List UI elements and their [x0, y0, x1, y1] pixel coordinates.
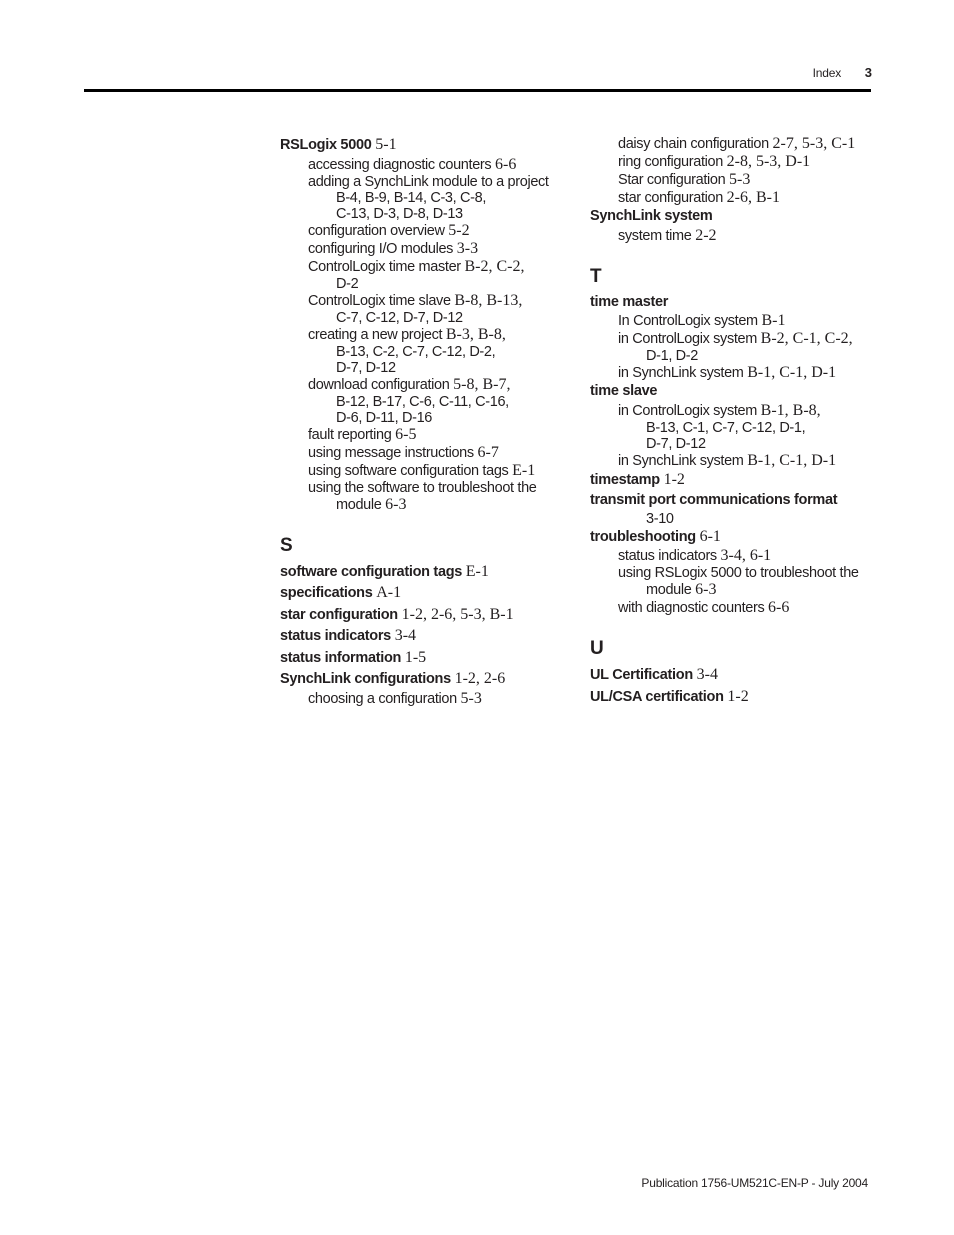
page-refs: 6-5	[395, 425, 417, 443]
index-subentry	[280, 292, 570, 310]
index-subentry	[590, 171, 880, 189]
index-entry	[280, 626, 570, 647]
index-entry	[280, 605, 570, 626]
page-refs: B-1	[761, 312, 786, 329]
index-term: troubleshooting	[590, 528, 696, 545]
page-refs: E-1	[465, 562, 489, 580]
subentry-text: adding a SynchLink module to a project	[308, 173, 549, 190]
index-subentry	[590, 135, 880, 153]
subentry-continuation	[280, 496, 570, 514]
index-letter-heading-s: S	[280, 534, 293, 556]
subentry-text: using RSLogix 5000 to troubleshoot the	[618, 565, 859, 581]
page-refs-continuation: C-13, D-3, D-8, D-13	[336, 205, 463, 222]
index-subentry	[590, 312, 880, 330]
page-refs-continuation: D-7, D-12	[336, 359, 396, 376]
index-term: status indicators	[280, 628, 391, 644]
index-subentry	[590, 599, 880, 617]
page-refs: 5-3	[729, 171, 751, 188]
index-subentry	[590, 189, 880, 207]
index-letter-heading-u: U	[590, 638, 604, 659]
subentry-text: choosing a configuration	[308, 690, 457, 707]
subentry-continuation	[590, 581, 880, 599]
index-subentry	[280, 174, 570, 190]
page-refs: 1-2, 2-6	[454, 670, 506, 687]
index-term: time slave	[590, 383, 658, 399]
index-term: UL Certification	[590, 667, 693, 683]
page-refs: 6-3	[695, 581, 717, 598]
page-refs: 6-6	[494, 155, 517, 173]
subentry-text: fault reporting	[308, 426, 392, 443]
subentry-text: module	[336, 496, 382, 513]
index-subentry	[280, 690, 570, 708]
index-entry	[280, 562, 570, 583]
subentry-text: using the software to troubleshoot the	[308, 479, 537, 496]
subentry-text: using message instructions	[308, 444, 474, 461]
subentry-text: configuring I/O modules	[308, 240, 454, 257]
page-refs: B-1, C-1, D-1	[747, 451, 837, 469]
index-subentry	[280, 444, 570, 462]
index-subentry	[590, 452, 880, 470]
page-refs: 3-4	[394, 627, 417, 644]
page-refs: 3-4, 6-1	[720, 547, 772, 564]
page-refs-continuation: D-6, D-11, D-16	[336, 409, 433, 426]
page-refs: 5-1	[375, 136, 397, 153]
index-term: software configuration tags	[280, 563, 463, 580]
index-entry	[590, 527, 880, 548]
index-subentry	[590, 227, 880, 245]
page-refs: B-8, B-13,	[454, 291, 523, 309]
index-subentry	[280, 480, 570, 496]
index-term: transmit port communications format	[590, 492, 838, 508]
subentry-text: with diagnostic counters	[618, 600, 765, 616]
index-subentry	[280, 376, 570, 394]
subentry-text: star configuration	[618, 190, 723, 206]
page-refs: 3-3	[456, 239, 479, 257]
subentry-text: in ControlLogix system	[618, 331, 757, 347]
index-term: RSLogix 5000	[280, 137, 372, 153]
subentry-text: system time	[618, 227, 692, 244]
header-rule	[84, 89, 871, 92]
page-refs: 6-6	[768, 599, 790, 616]
index-term: SynchLink configurations	[280, 671, 451, 687]
subentry-text: creating a new project	[308, 326, 443, 343]
subentry-text: in ControlLogix system	[618, 402, 757, 419]
page-number: 3	[864, 65, 872, 80]
page-refs: 1-2, 2-6, 5-3, B-1	[401, 605, 514, 623]
page-refs-continuation: B-13, C-1, C-7, C-12, D-1,	[646, 419, 806, 436]
subentry-text: in SynchLink system	[618, 452, 744, 469]
page-refs: 2-2	[695, 226, 717, 244]
subentry-text: status indicators	[618, 548, 717, 564]
index-entry	[590, 470, 880, 491]
page-refs: E-1	[512, 461, 536, 479]
page-refs: 3-4	[696, 666, 718, 683]
index-term: time master	[590, 293, 669, 310]
page-refs: B-2, C-2,	[464, 257, 525, 275]
index-entry	[590, 293, 880, 313]
page-refs: 6-1	[699, 527, 721, 545]
index-entry	[590, 382, 880, 402]
page-refs: 1-2	[663, 470, 685, 488]
subentry-text: using software configuration tags	[308, 462, 509, 479]
page-refs: 5-2	[448, 221, 470, 239]
page-refs-continuation: 3-10	[646, 510, 674, 527]
page-refs-continuation: B-13, C-2, C-7, C-12, D-2,	[336, 343, 496, 360]
index-subentry	[590, 402, 880, 420]
index-subentry	[280, 426, 570, 444]
index-term: SynchLink system	[590, 208, 713, 224]
page-refs: 2-8, 5-3, D-1	[726, 153, 811, 170]
subentry-text: accessing diagnostic counters	[308, 156, 492, 173]
index-entry	[280, 669, 570, 690]
index-subentry	[590, 330, 880, 348]
index-subentry	[280, 240, 570, 258]
index-term: specifications	[280, 585, 373, 601]
subentry-text: ControlLogix time master	[308, 258, 461, 275]
page-refs: 5-8, B-7,	[453, 375, 511, 393]
page-refs: B-1, C-1, D-1	[747, 364, 837, 381]
page-refs: 1-2	[727, 687, 749, 705]
index-subentry	[280, 462, 570, 480]
index-entry	[280, 583, 570, 604]
subentry-text: download configuration	[308, 376, 450, 393]
page-refs-continuation: D-7, D-12	[646, 435, 706, 452]
index-column-right	[590, 135, 880, 707]
subentry-text: daisy chain configuration	[618, 136, 769, 152]
index-entry-rslogix	[280, 135, 570, 156]
subentry-text: configuration overview	[308, 222, 445, 239]
publication-footer: Publication 1756-UM521C-EN-P - July 2004	[641, 1176, 868, 1190]
page-refs: 6-3	[385, 495, 407, 513]
index-entry	[590, 207, 880, 227]
index-subentry	[280, 156, 570, 174]
index-term: star configuration	[280, 606, 398, 623]
page-refs: 2-7, 5-3, C-1	[772, 135, 856, 152]
subentry-text: In ControlLogix system	[618, 313, 758, 329]
page-refs-continuation: C-7, C-12, D-7, D-12	[336, 309, 463, 326]
index-entry	[590, 665, 880, 686]
index-subentry	[280, 258, 570, 276]
subentry-text: ControlLogix time slave	[308, 292, 451, 309]
subentry-text: Star configuration	[618, 172, 726, 188]
index-subentry	[590, 565, 880, 581]
page-refs-continuation: B-12, B-17, C-6, C-11, C-16,	[336, 393, 509, 410]
index-entry	[280, 648, 570, 669]
index-subentry	[590, 547, 880, 565]
index-subentry	[590, 364, 880, 382]
index-term: status information	[280, 649, 402, 666]
page-refs: B-3, B-8,	[445, 325, 506, 343]
page-refs: B-2, C-1, C-2,	[760, 330, 853, 347]
page-refs: 6-7	[477, 443, 499, 461]
subentry-text: module	[646, 582, 692, 598]
index-term: timestamp	[590, 471, 660, 488]
index-subentry	[280, 222, 570, 240]
page-refs: A-1	[376, 584, 402, 601]
running-header-title: Index	[812, 66, 841, 80]
index-subentry	[280, 326, 570, 344]
page-refs-continuation: B-4, B-9, B-14, C-3, C-8,	[336, 189, 486, 206]
page-refs-continuation: D-1, D-2	[646, 348, 698, 364]
page-refs: 5-3	[460, 689, 482, 707]
index-subentry	[590, 153, 880, 171]
subentry-text: ring configuration	[618, 154, 723, 170]
index-entry	[590, 687, 880, 708]
page-refs: 2-6, B-1	[726, 189, 780, 206]
index-column-left	[280, 135, 570, 708]
page-refs-continuation: D-2	[336, 275, 359, 292]
index-letter-heading-t: T	[590, 265, 602, 287]
page-refs: 1-5	[404, 648, 427, 666]
subentry-text: in SynchLink system	[618, 365, 744, 381]
index-entry	[590, 491, 880, 511]
page-refs: B-1, B-8,	[760, 401, 821, 419]
index-term: UL/CSA certification	[590, 688, 724, 705]
